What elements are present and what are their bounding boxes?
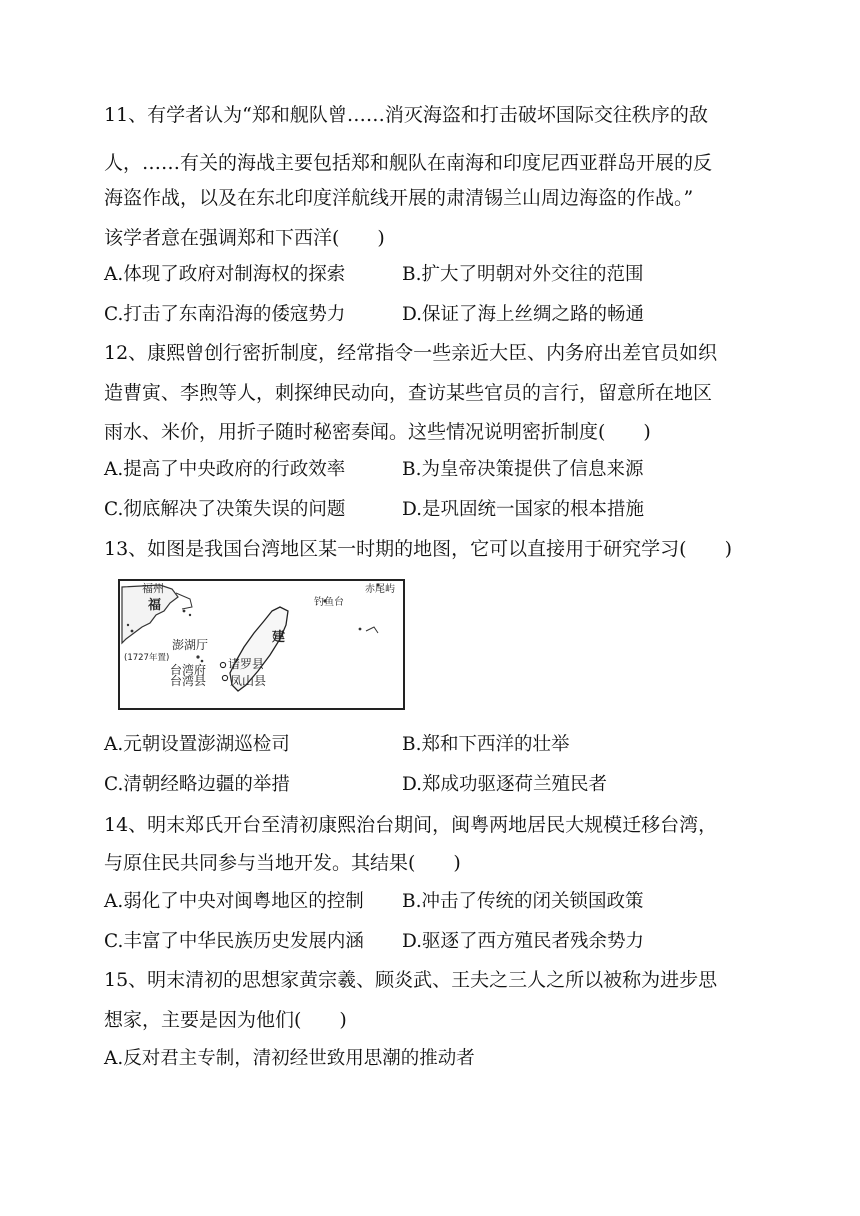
island-dot (127, 624, 129, 626)
question-15-stem-line: 15、明末清初的思想家黄宗羲、顾炎武、王夫之三人之所以被称为进步思 (104, 969, 718, 991)
coastline-stroke (176, 593, 192, 609)
taiwanfu-marker (220, 662, 225, 667)
question-15-option-a: A.反对君主专制，清初经世致用思潮的推动者 (104, 1048, 475, 1069)
question-14-option-b: B.冲击了传统的闭关锁国政策 (402, 891, 644, 912)
question-11-stem-line: 该学者意在强调郑和下西洋( ) (104, 227, 385, 249)
map-label-taiwanxian: 台湾县 (170, 674, 207, 688)
island-dot (189, 614, 191, 616)
map-label-taiwanfu: 台湾府 (170, 663, 207, 677)
question-13-stem-line: 13、如图是我国台湾地区某一时期的地图，它可以直接用于研究学习( ) (104, 538, 733, 560)
question-11-option-d: D.保证了海上丝绸之路的畅通 (402, 304, 645, 325)
question-13-option-d: D.郑成功驱逐荷兰殖民者 (402, 774, 608, 795)
question-11-stem-line: 海盗作战，以及在东北印度洋航线开展的肃清锡兰山周边海盗的作战。” (104, 187, 694, 209)
map-label-penghu: 澎湖厅 (172, 638, 209, 652)
question-15-stem-line: 想家，主要是因为他们( ) (104, 1009, 347, 1031)
question-11-option-b: B.扩大了明朝对外交往的范围 (402, 264, 644, 285)
islet-stroke (366, 627, 378, 633)
map-label-fengshan: 凤山县 (230, 674, 267, 688)
taiwan-map-drawing (120, 581, 403, 708)
question-12-stem-line: 造曹寅、李煦等人，刺探绅民动向，查访某些官员的言行，留意所在地区 (104, 382, 713, 404)
penghu-island-dot (196, 655, 199, 658)
map-label-fu: 福 (148, 598, 162, 613)
map-label-year: (1727年置) (124, 653, 170, 663)
taiwan-map (118, 579, 405, 710)
question-14-stem-line: 与原住民共同参与当地开发。其结果( ) (104, 852, 461, 874)
island-dot (131, 630, 134, 633)
penghu-island-dot (201, 660, 204, 663)
question-14-option-c: C.丰富了中华民族历史发展内涵 (104, 931, 364, 952)
question-12-option-d: D.是巩固统一国家的根本措施 (402, 499, 645, 520)
question-12-option-b: B.为皇帝决策提供了信息来源 (402, 459, 644, 480)
map-label-jian: 建 (272, 630, 286, 645)
question-11-stem-line: 人，……有关的海战主要包括郑和舰队在南海和印度尼西亚群岛开展的反 (104, 152, 713, 174)
question-11-option-c: C.打击了东南沿海的倭寇势力 (104, 304, 346, 325)
question-14-option-a: A.弱化了中央对闽粤地区的控制 (104, 891, 364, 912)
island-dot (183, 610, 186, 613)
fengshan-marker (222, 675, 227, 680)
question-14-option-d: D.驱逐了西方殖民者残余势力 (402, 931, 645, 952)
question-12-stem-line: 12、康熙曾创行密折制度，经常指令一些亲近大臣、内务府出差官员如织 (104, 342, 718, 364)
map-label-zhuluo: 诸罗县 (228, 657, 265, 671)
question-14-stem-line: 14、明末郑氏开台至清初康熙治台期间，闽粤两地居民大规模迁移台湾， (104, 814, 718, 836)
map-label-diaoyutai: 钓鱼台 (314, 597, 344, 608)
map-label-fuzhou: 福州 (142, 582, 164, 595)
question-13-option-b: B.郑和下西洋的壮举 (402, 734, 570, 755)
question-11-stem-line: 11、有学者认为“郑和舰队曾……消灭海盗和打击破坏国际交往秩序的敌 (104, 104, 708, 126)
islet-dot (359, 628, 362, 631)
question-13-option-a: A.元朝设置澎湖巡检司 (104, 734, 290, 755)
question-12-option-a: A.提高了中央政府的行政效率 (104, 459, 346, 480)
question-11-option-a: A.体现了政府对制海权的探索 (104, 264, 346, 285)
map-label-chiweiyu: 赤尾屿 (365, 584, 395, 595)
question-13-option-c: C.清朝经略边疆的举措 (104, 774, 290, 795)
question-12-stem-line: 雨水、米价，用折子随时秘密奏闻。这些情况说明密折制度( ) (104, 421, 651, 443)
question-12-option-c: C.彻底解决了决策失误的问题 (104, 499, 346, 520)
